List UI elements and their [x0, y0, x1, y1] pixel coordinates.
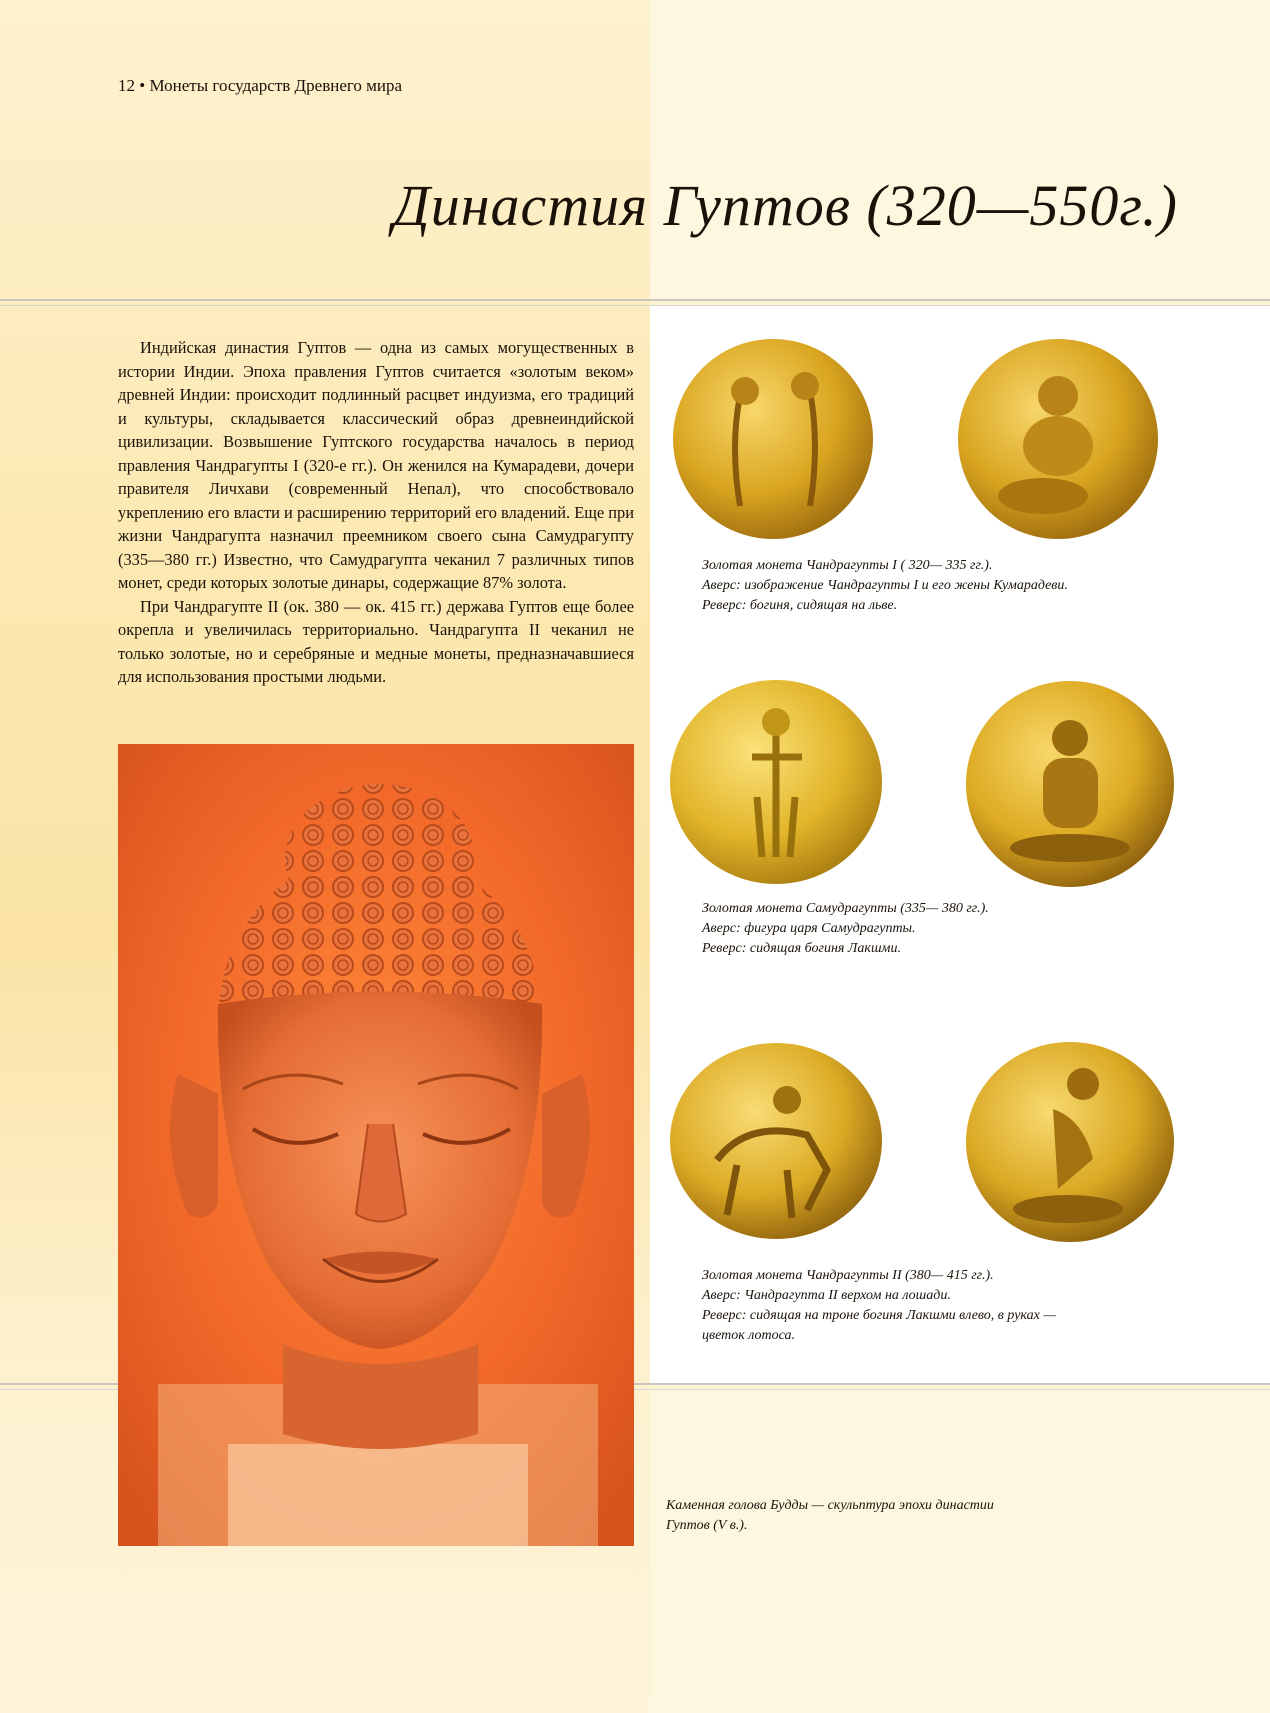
page-title: Династия Гуптов (320—550г.) — [392, 173, 1178, 238]
caption-line: Аверс: Чандрагупта II верхом на лошади. — [702, 1288, 951, 1303]
buddha-head-image — [118, 744, 634, 1546]
footer-band-background — [650, 1390, 1270, 1713]
body-text — [118, 336, 634, 689]
coin-1-caption — [702, 556, 1068, 616]
caption-line: Гуптов (V в.). — [666, 1518, 748, 1533]
caption-line: Золотая монета Самудрагупты (335— 380 гг.). — [702, 901, 989, 916]
caption-line: Золотая монета Чандрагупты II (380— 415 гг.). — [702, 1268, 994, 1283]
caption-line: Реверс: сидящая на троне богиня Лакшми влево, в руках — — [702, 1308, 1056, 1323]
coin-3-obverse-image — [667, 1040, 885, 1242]
divider-top-thin — [0, 305, 1270, 306]
caption-line: цветок лотоса. — [702, 1328, 796, 1343]
coin-3-caption — [702, 1266, 1056, 1346]
caption-line: Каменная голова Будды — скульптура эпохи династии — [666, 1498, 994, 1513]
header-band-background — [650, 0, 1270, 300]
caption-line: Аверс: фигура царя Самудрагупты. — [702, 921, 916, 936]
divider-top — [0, 299, 1270, 301]
coin-3-reverse-image — [963, 1039, 1177, 1245]
buddha-caption — [666, 1496, 994, 1536]
body-paragraph: Индийская династия Гуптов — одна из самых могущественных в истории Индии. Эпоха правления Гуптов считается «золотым веком» древней Индии: происходит подлинный расцвет индуизма, его традиций и культуры, складывается классический образ древнеиндийской цивилизации. Возвышение Гуптского государства началось в период правления Чандрагупты I (320-е гг.). Он женился на Кумарадеви, дочери правителя Личхави (современный Непал), что способствовало укреплению его власти и расширению территорий его владений. Еще при жизни Чандрагупта назначил преемником своего сына Самудрагупту (335—380 гг.) Известно, что Самудрагупта чеканил 7 различных типов монет, среди которых золотые динары, содержащие 87% золота. — [118, 338, 634, 592]
caption-line: Золотая монета Чандрагупты I ( 320— 335 гг.). — [702, 558, 993, 573]
caption-line: Реверс: сидящая богиня Лакшми. — [702, 941, 901, 956]
coin-1-reverse-image — [953, 336, 1163, 542]
running-head: 12 • Монеты государств Древнего мира — [118, 76, 403, 95]
caption-line: Реверс: богиня, сидящая на льве. — [702, 598, 898, 613]
coin-1-obverse-image — [670, 336, 876, 542]
body-paragraph: При Чандрагупте II (ок. 380 — ок. 415 гг.) держава Гуптов еще более окрепла и увеличилась территориально. Чандрагупта II чеканил не только золотые, но и серебряные и медные монеты, предназначавшиеся для использования простыми людьми. — [118, 596, 634, 686]
coin-2-caption — [702, 899, 989, 959]
coin-2-obverse-image — [667, 677, 885, 887]
coin-2-reverse-image — [963, 678, 1177, 890]
caption-line: Аверс: изображение Чандрагупты I и его жены Кумарадеви. — [702, 578, 1068, 593]
